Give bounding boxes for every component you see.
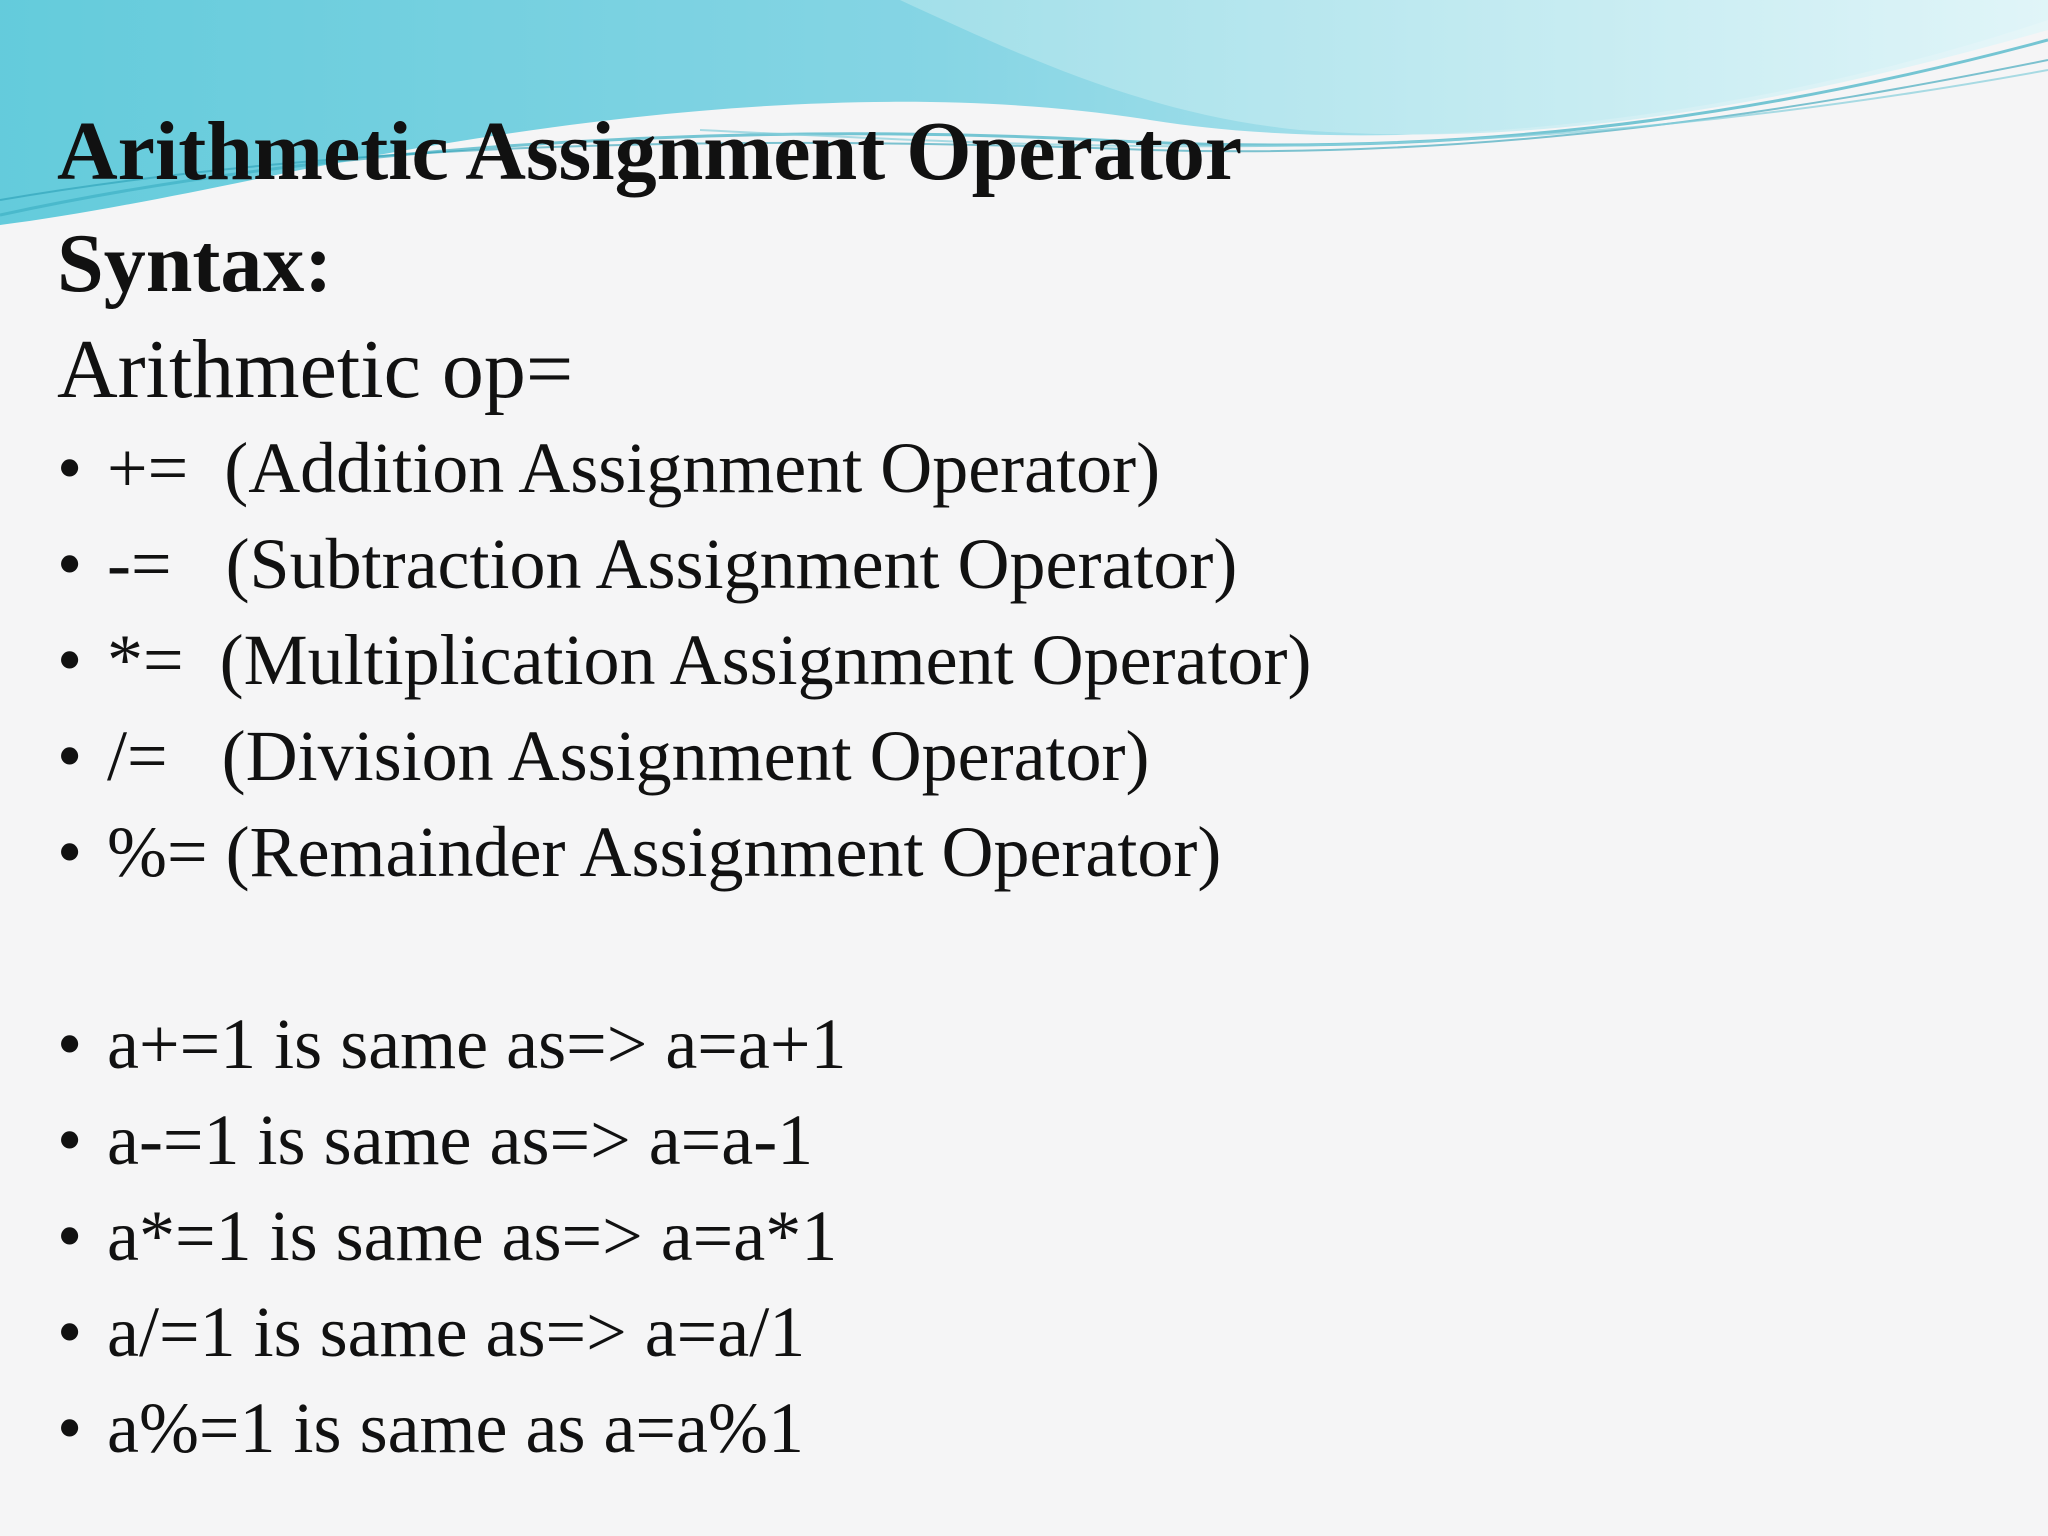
list-item	[57, 1380, 2017, 1476]
bullet-icon: •	[57, 812, 83, 892]
bullet-icon: •	[57, 716, 83, 796]
syntax-label: Syntax:	[57, 217, 333, 310]
list-item	[57, 420, 2017, 516]
example-text: a-=1 is same as=> a=a-1	[107, 1100, 814, 1180]
bullet-icon: •	[57, 620, 83, 700]
operator-text: += (Addition Assignment Operator)	[107, 428, 1161, 508]
bullet-icon: •	[57, 1388, 83, 1468]
example-text: a/=1 is same as=> a=a/1	[107, 1292, 806, 1372]
bullet-icon: •	[57, 428, 83, 508]
bullet-icon: •	[57, 1292, 83, 1372]
bullet-icon: •	[57, 524, 83, 604]
bullet-icon: •	[57, 1196, 83, 1276]
list-item	[57, 1092, 2017, 1188]
operator-text: -= (Subtraction Assignment Operator)	[107, 524, 1238, 604]
operator-list	[57, 420, 2017, 900]
spacer	[57, 900, 2017, 996]
slide-title: Arithmetic Assignment Operator	[57, 105, 1243, 198]
list-item	[57, 708, 2017, 804]
list-item	[57, 516, 2017, 612]
bullet-icon: •	[57, 1004, 83, 1084]
example-text: a*=1 is same as=> a=a*1	[107, 1196, 838, 1276]
example-text: a+=1 is same as=> a=a+1	[107, 1004, 847, 1084]
bullet-icon: •	[57, 1100, 83, 1180]
operator-text: /= (Division Assignment Operator)	[107, 716, 1150, 796]
operator-text: %= (Remainder Assignment Operator)	[107, 812, 1222, 892]
list-item	[57, 996, 2017, 1092]
list-item	[57, 804, 2017, 900]
slide-content	[57, 96, 2017, 1476]
example-list	[57, 996, 2017, 1476]
list-item	[57, 1188, 2017, 1284]
example-text: a%=1 is same as a=a%1	[107, 1388, 804, 1468]
syntax-value: Arithmetic op=	[57, 323, 574, 416]
list-item	[57, 612, 2017, 708]
list-item	[57, 1284, 2017, 1380]
operator-text: *= (Multiplication Assignment Operator)	[107, 620, 1312, 700]
